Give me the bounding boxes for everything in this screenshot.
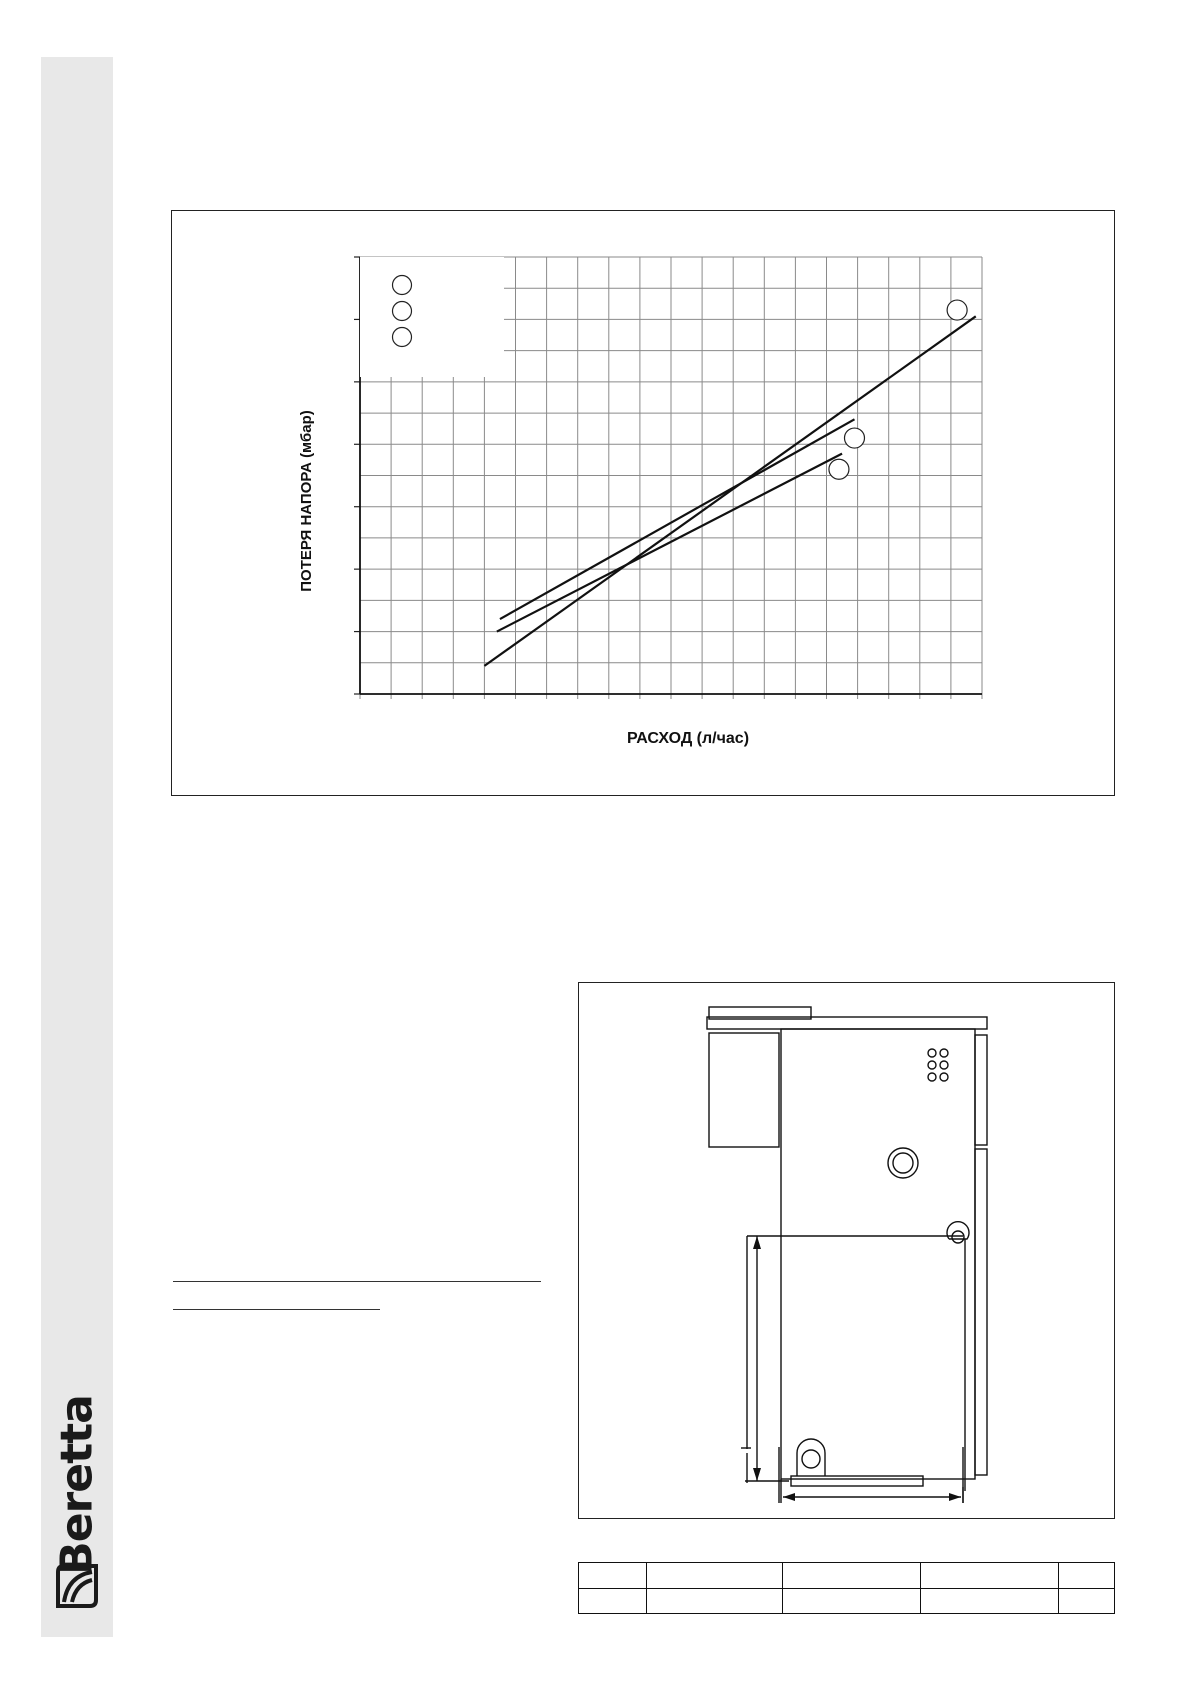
legend-marker [393,302,412,321]
boiler-drawing-svg [579,983,1114,1518]
brand-logo-text: Beretta [51,1395,103,1575]
table-row [579,1588,1115,1614]
y-axis-label: ПОТЕРЯ НАПОРА (мбар) [298,410,315,592]
data-table [578,1562,1115,1614]
connection-bottom [802,1450,820,1468]
table-row [579,1563,1115,1589]
connection-outlet [952,1231,964,1243]
table-cell [647,1588,783,1614]
table-cell [647,1563,783,1589]
series-marker [829,459,849,479]
legend-marker [393,276,412,295]
series-line [497,454,842,632]
panel-upper [975,1035,987,1145]
text-underline-short [173,1309,380,1310]
chart-frame [171,210,1115,796]
panel-lower [975,1149,987,1475]
table-cell [579,1588,647,1614]
boiler-body [781,1029,975,1479]
series-line [484,316,975,666]
table-cell [783,1588,921,1614]
series-line [500,419,855,619]
series-marker [947,300,967,320]
series-marker [844,428,864,448]
table-cell [1059,1563,1115,1589]
legend-marker [393,328,412,347]
pressure-loss-chart [172,211,1114,795]
base-plate [791,1476,923,1486]
legend-area [360,257,504,377]
table-cell [1059,1588,1115,1614]
table-cell [783,1563,921,1589]
x-axis-label: РАСХОД (л/час) [626,730,750,747]
table-cell [579,1563,647,1589]
side-module [709,1033,779,1147]
text-underline-long [173,1281,541,1282]
boiler-side-view-drawing [578,982,1115,1519]
brand-logo-icon [54,1562,100,1610]
table-cell [921,1563,1059,1589]
table-cell [921,1588,1059,1614]
